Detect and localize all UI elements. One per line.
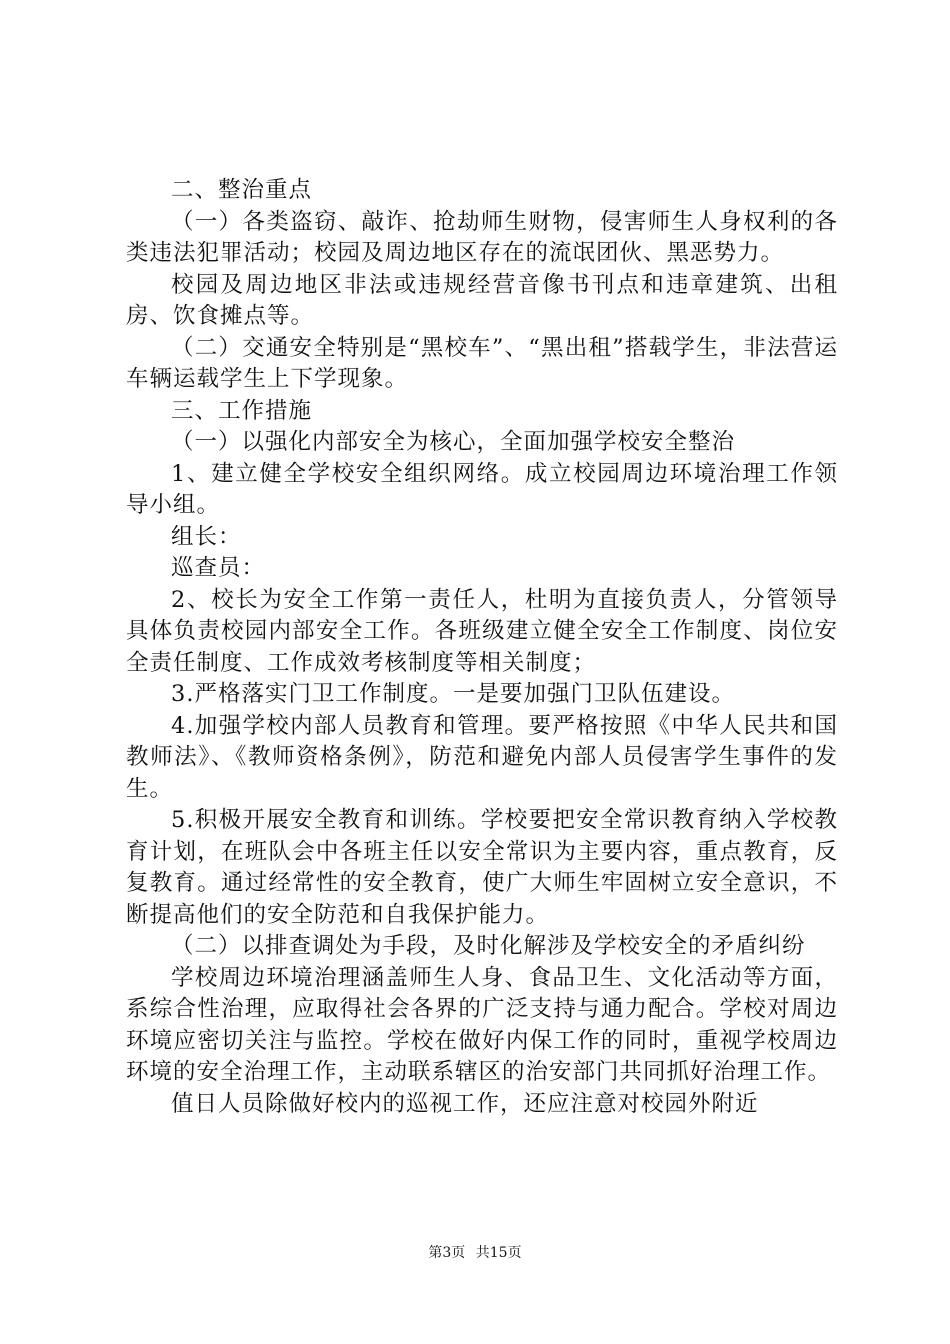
page-footer: [0, 1244, 950, 1262]
document-body: [126, 175, 838, 1120]
page-total: 共15页: [475, 1245, 522, 1261]
paragraph: 3.严格落实门卫工作制度。一是要加强门卫队伍建设。: [171, 681, 735, 707]
paragraph: 值日人员除做好校内的巡视工作，还应注意对校园外附近: [171, 1090, 759, 1117]
section-heading-work-measures: 三、工作措施: [171, 397, 313, 424]
paragraph: 5.积极开展安全教育和训练。学校要把安全常识教育纳入学校教育计划，在班队会中各班主任以安全常识为主要内容，重点教育，反复教育。通过经常性的安全教育，使广大师生牢固树立安全意识，不断提高他们的安全防范和自我保护能力。: [126, 807, 838, 928]
paragraph: 1、建立健全学校安全组织网络。成立校园周边环境治理工作领导小组。: [126, 460, 838, 518]
subheading: （二）以排查调处为手段，及时化解涉及学校安全的矛盾纠纷: [171, 933, 806, 959]
paragraph: 2、校长为安全工作第一责任人，杜明为直接负责人，分管领导具体负责校园内部安全工作。各班级建立健全安全工作制度、岗位安全责任制度、工作成效考核制度等相关制度；: [126, 586, 838, 676]
paragraph: 组长：: [171, 523, 242, 550]
paragraph: 巡查员：: [171, 555, 266, 581]
paragraph: （一）各类盗窃、敲诈、抢劫师生财物，侵害师生人身权利的各类违法犯罪活动；校园及周边地区存在的流氓团伙、黑恶势力。: [126, 208, 838, 266]
paragraph: 4.加强学校内部人员教育和管理。要严格按照《中华人民共和国教师法》、《教师资格条例》，防范和避免内部人员侵害学生事件的发生。: [126, 712, 838, 802]
section-heading-rectification-focus: 二、整治重点: [171, 177, 313, 203]
paragraph: 校园及周边地区非法或违规经营音像书刊点和违章建筑、出租房、饮食摊点等。: [126, 271, 838, 329]
paragraph: （二）交通安全特别是“黑校车”、“黑出租”搭载学生，非法营运车辆运载学生上下学现象。: [126, 334, 838, 392]
page-number: 第3页: [428, 1245, 466, 1261]
subheading: （一）以强化内部安全为核心，全面加强学校安全整治: [171, 429, 736, 455]
paragraph: 学校周边环境治理涵盖师生人身、食品卫生、文化活动等方面，系综合性治理，应取得社会各界的广泛支持与通力配合。学校对周边环境应密切关注与监控。学校在做好内保工作的同时，重视学校周边环境的安全治理工作，主动联系辖区的治安部门共同抓好治理工作。: [126, 964, 838, 1085]
